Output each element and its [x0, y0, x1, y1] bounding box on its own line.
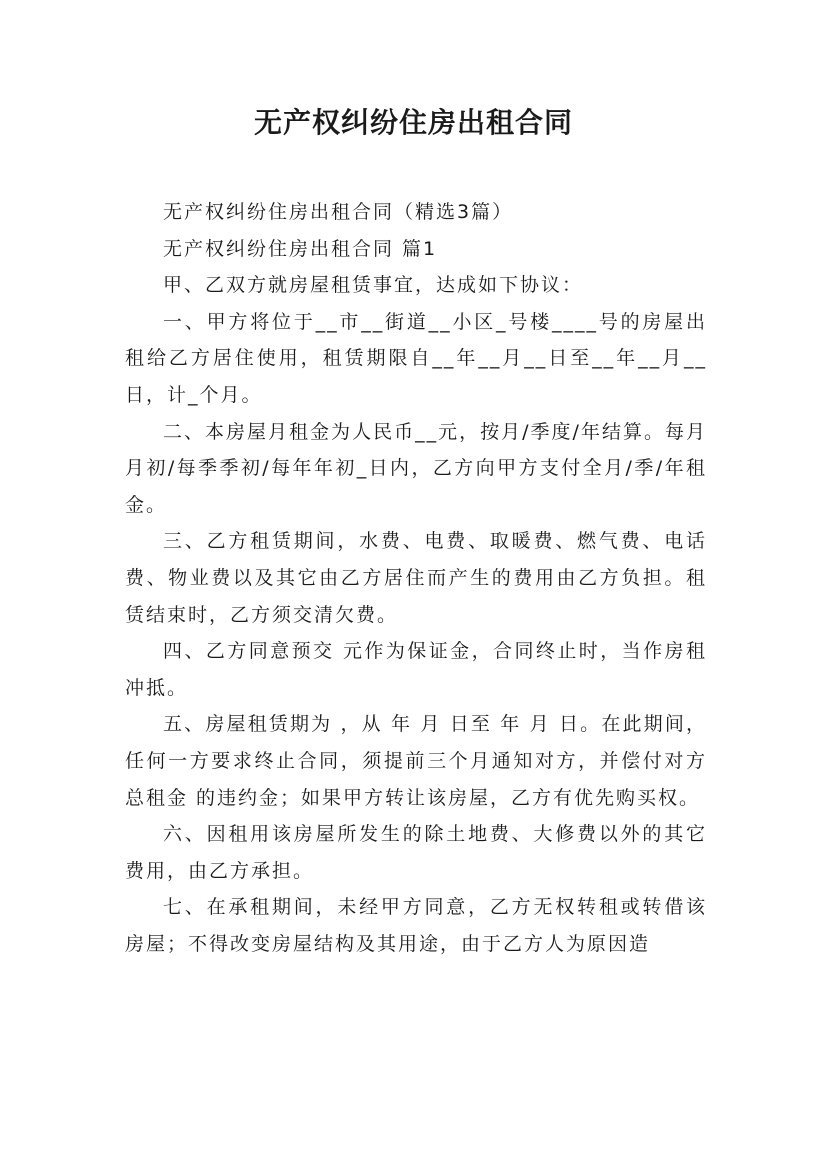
paragraph-article-label: 无产权纠纷住房出租合同 篇1 [163, 237, 438, 260]
paragraph-clause-5: 五、房屋租赁期为 ，从 年 月 日至 年 月 日。在此期间，任何一方要求终止合同，须提前三个月通知对方，并偿付对方总租金 的违约金；如果甲方转让该房屋，乙方有优先购买权。 [125, 713, 707, 809]
document-body [125, 194, 707, 962]
paragraph-clause-7: 七、在承租期间，未经甲方同意，乙方无权转租或转借该房屋；不得改变房屋结构及其用途，由于乙方人为原因造 [125, 896, 707, 955]
paragraph-heading-selected: 无产权纠纷住房出租合同（精选3篇） [163, 201, 514, 223]
paragraph-clause-2: 二、本房屋月租金为人民币__元，按月/季度/年结算。每月月初/每季季初/每年年初_日内，乙方向甲方支付全月/季/年租金。 [125, 420, 707, 516]
paragraph-clause-4: 四、乙方同意预交 元作为保证金，合同终止时，当作房租冲抵。 [125, 640, 707, 699]
paragraph-clause-3: 三、乙方租赁期间，水费、电费、取暖费、燃气费、电话费、物业费以及其它由乙方居住而产生的费用由乙方负担。租赁结束时，乙方须交清欠费。 [125, 530, 707, 626]
paragraph-clause-6: 六、因租用该房屋所发生的除土地费、大修费以外的其它费用，由乙方承担。 [125, 823, 707, 882]
paragraph-clause-1: 一、甲方将位于__市__街道__小区_号楼____号的房屋出租给乙方居住使用，租赁期限自__年__月__日至__年__月__日，计_个月。 [125, 310, 707, 406]
paragraph-intro: 甲、乙双方就房屋租赁事宜，达成如下协议： [163, 274, 584, 297]
document-title: 无产权纠纷住房出租合同 [253, 106, 573, 139]
